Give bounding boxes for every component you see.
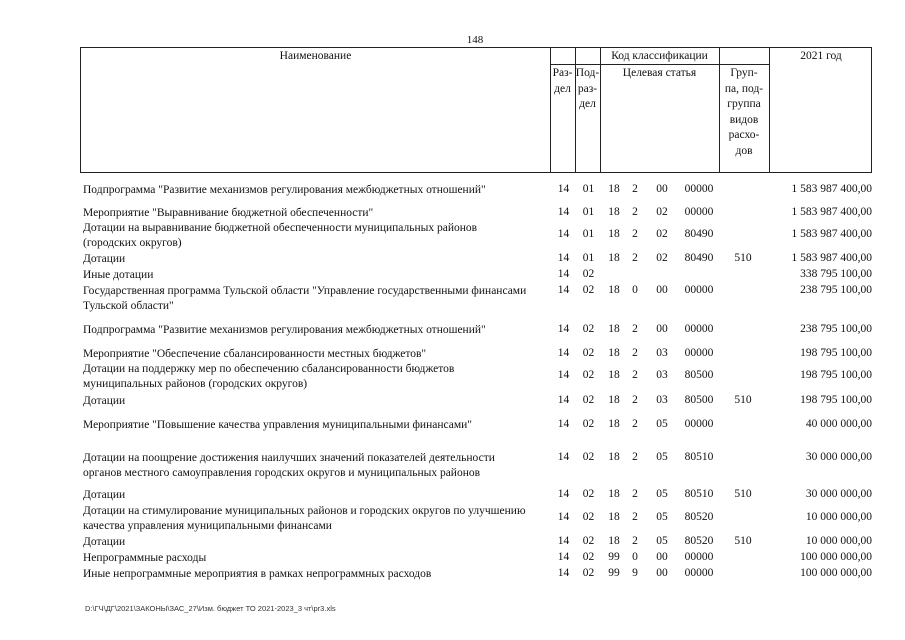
row-b: 2 bbox=[632, 323, 638, 335]
row-name: Дотации bbox=[83, 489, 126, 501]
row-b: 2 bbox=[632, 394, 638, 406]
row-sum: 198 795 100,00 bbox=[800, 347, 872, 359]
row-a: 99 bbox=[608, 551, 620, 563]
row-name: Дотации на поощрение достижения наилучших значений показателей деятельности органов местного самоуправления городских округов и муниципальных районов bbox=[83, 452, 495, 479]
row-c: 03 bbox=[656, 394, 668, 406]
row-vr: 510 bbox=[734, 394, 752, 406]
row-a: 18 bbox=[608, 488, 620, 500]
row-pr: 01 bbox=[582, 228, 595, 240]
row-d: 00000 bbox=[684, 418, 714, 430]
row-b: 2 bbox=[632, 369, 638, 381]
row-a: 18 bbox=[608, 451, 620, 463]
row-d: 80490 bbox=[684, 228, 714, 240]
row-pr: 02 bbox=[582, 369, 595, 381]
row-name: Мероприятие "Повышение качества управления муниципальными финансами" bbox=[83, 419, 472, 431]
row-pr: 02 bbox=[582, 488, 595, 500]
row-c: 00 bbox=[656, 183, 668, 195]
row-sum: 1 583 987 400,00 bbox=[791, 228, 872, 240]
row-vr: 510 bbox=[734, 252, 752, 264]
row-d: 00000 bbox=[684, 567, 714, 579]
row-a: 18 bbox=[608, 369, 620, 381]
file-path-footer: D:\ГЧ\ДГ\2021\ЗАКОНЫ\ЗАС_27\Изм. бюджет ТО 2021-2023_3 чт\pr3.xls bbox=[85, 604, 336, 613]
header-podrazdel: Под- раз- дел bbox=[575, 67, 600, 111]
row-b: 2 bbox=[632, 535, 638, 547]
row-name: Иные непрограммные мероприятия в рамках непрограммных расходов bbox=[83, 568, 432, 580]
row-r: 14 bbox=[557, 268, 570, 280]
row-c: 05 bbox=[656, 511, 668, 523]
row-c: 03 bbox=[656, 369, 668, 381]
row-c: 00 bbox=[656, 323, 668, 335]
row-b: 0 bbox=[632, 551, 638, 563]
row-c: 05 bbox=[656, 535, 668, 547]
row-pr: 02 bbox=[582, 567, 595, 579]
row-c: 02 bbox=[656, 252, 668, 264]
row-a: 18 bbox=[608, 394, 620, 406]
row-b: 2 bbox=[632, 451, 638, 463]
row-d: 80500 bbox=[684, 369, 714, 381]
header-razdel: Раз- дел bbox=[552, 67, 573, 95]
row-d: 80510 bbox=[684, 451, 714, 463]
row-r: 14 bbox=[557, 228, 570, 240]
row-r: 14 bbox=[557, 511, 570, 523]
row-pr: 02 bbox=[582, 394, 595, 406]
header-gruppa: Груп- па, под- группа видов расхо- дов bbox=[724, 67, 764, 157]
row-b: 9 bbox=[632, 567, 638, 579]
row-sum: 1 583 987 400,00 bbox=[791, 206, 872, 218]
row-name: Подпрограмма "Развитие механизмов регулирования межбюджетных отношений" bbox=[83, 184, 486, 196]
row-sum: 1 583 987 400,00 bbox=[791, 252, 872, 264]
row-d: 80500 bbox=[684, 394, 714, 406]
row-pr: 02 bbox=[582, 551, 595, 563]
row-c: 05 bbox=[656, 488, 668, 500]
row-b: 2 bbox=[632, 206, 638, 218]
row-d: 80520 bbox=[684, 535, 714, 547]
row-r: 14 bbox=[557, 206, 570, 218]
row-a: 18 bbox=[608, 252, 620, 264]
row-c: 00 bbox=[656, 551, 668, 563]
row-a: 18 bbox=[608, 347, 620, 359]
row-sum: 10 000 000,00 bbox=[805, 511, 872, 523]
row-d: 00000 bbox=[684, 347, 714, 359]
header-name: Наименование bbox=[279, 50, 352, 62]
row-vr: 510 bbox=[734, 535, 752, 547]
row-r: 14 bbox=[557, 252, 570, 264]
row-b: 0 bbox=[632, 284, 638, 296]
row-r: 14 bbox=[557, 369, 570, 381]
row-d: 00000 bbox=[684, 183, 714, 195]
row-name: Мероприятие "Выравнивание бюджетной обеспеченности" bbox=[83, 207, 374, 219]
row-name: Дотации на выравнивание бюджетной обеспеченности муниципальных районов (городских округов) bbox=[83, 222, 478, 249]
row-a: 18 bbox=[608, 183, 620, 195]
row-r: 14 bbox=[557, 323, 570, 335]
row-name: Дотации bbox=[83, 253, 126, 265]
row-a: 18 bbox=[608, 535, 620, 547]
header-celevaya: Целевая статья bbox=[622, 67, 697, 79]
row-pr: 01 bbox=[582, 183, 595, 195]
row-pr: 02 bbox=[582, 284, 595, 296]
row-pr: 01 bbox=[582, 206, 595, 218]
row-d: 80490 bbox=[684, 252, 714, 264]
row-d: 80520 bbox=[684, 511, 714, 523]
row-pr: 02 bbox=[582, 418, 595, 430]
row-pr: 02 bbox=[582, 451, 595, 463]
page-number: 148 bbox=[466, 34, 484, 46]
row-pr: 02 bbox=[582, 268, 595, 280]
row-a: 99 bbox=[608, 567, 620, 579]
row-name: Подпрограмма "Развитие механизмов регулирования межбюджетных отношений" bbox=[83, 324, 486, 336]
row-sum: 100 000 000,00 bbox=[800, 567, 872, 579]
header-code: Код классификации bbox=[611, 50, 708, 62]
row-b: 2 bbox=[632, 511, 638, 523]
row-b: 2 bbox=[632, 228, 638, 240]
row-r: 14 bbox=[557, 284, 570, 296]
row-b: 2 bbox=[632, 252, 638, 264]
row-a: 18 bbox=[608, 284, 620, 296]
row-c: 00 bbox=[656, 567, 668, 579]
row-pr: 02 bbox=[582, 347, 595, 359]
row-a: 18 bbox=[608, 511, 620, 523]
header-year: 2021 год bbox=[800, 50, 842, 62]
row-sum: 198 795 100,00 bbox=[800, 394, 872, 406]
row-c: 00 bbox=[656, 284, 668, 296]
row-pr: 02 bbox=[582, 535, 595, 547]
row-sum: 30 000 000,00 bbox=[805, 451, 872, 463]
row-r: 14 bbox=[557, 567, 570, 579]
row-d: 00000 bbox=[684, 551, 714, 563]
row-c: 05 bbox=[656, 451, 668, 463]
row-sum: 198 795 100,00 bbox=[800, 369, 872, 381]
row-c: 05 bbox=[656, 418, 668, 430]
row-a: 18 bbox=[608, 206, 620, 218]
row-sum: 1 583 987 400,00 bbox=[791, 183, 872, 195]
row-d: 00000 bbox=[684, 323, 714, 335]
row-name: Государственная программа Тульской области "Управление государственными финансами Тульской области" bbox=[83, 285, 527, 312]
row-name: Дотации bbox=[83, 395, 126, 407]
row-a: 18 bbox=[608, 228, 620, 240]
row-sum: 40 000 000,00 bbox=[805, 418, 872, 430]
row-name: Дотации bbox=[83, 536, 126, 548]
row-pr: 02 bbox=[582, 323, 595, 335]
row-d: 00000 bbox=[684, 206, 714, 218]
row-r: 14 bbox=[557, 418, 570, 430]
row-b: 2 bbox=[632, 183, 638, 195]
row-r: 14 bbox=[557, 535, 570, 547]
row-r: 14 bbox=[557, 347, 570, 359]
row-vr: 510 bbox=[734, 488, 752, 500]
row-name: Дотации на стимулирование муниципальных районов и городских округов по улучшению качества управления муниципальными финансами bbox=[83, 505, 526, 532]
row-r: 14 bbox=[557, 488, 570, 500]
row-d: 00000 bbox=[684, 284, 714, 296]
row-c: 03 bbox=[656, 347, 668, 359]
row-c: 02 bbox=[656, 206, 668, 218]
row-b: 2 bbox=[632, 347, 638, 359]
row-sum: 100 000 000,00 bbox=[800, 551, 872, 563]
row-c: 02 bbox=[656, 228, 668, 240]
row-sum: 238 795 100,00 bbox=[800, 323, 872, 335]
row-sum: 238 795 100,00 bbox=[800, 284, 872, 296]
row-d: 80510 bbox=[684, 488, 714, 500]
row-name: Мероприятие "Обеспечение сбалансированности местных бюджетов" bbox=[83, 348, 427, 360]
row-pr: 01 bbox=[582, 252, 595, 264]
row-a: 18 bbox=[608, 323, 620, 335]
row-sum: 30 000 000,00 bbox=[805, 488, 872, 500]
row-r: 14 bbox=[557, 551, 570, 563]
row-sum: 10 000 000,00 bbox=[805, 535, 872, 547]
row-b: 2 bbox=[632, 488, 638, 500]
row-r: 14 bbox=[557, 451, 570, 463]
row-a: 18 bbox=[608, 418, 620, 430]
row-name: Дотации на поддержку мер по обеспечению сбалансированности бюджетов муниципальных районов (городских округов) bbox=[83, 363, 455, 390]
row-sum: 338 795 100,00 bbox=[800, 268, 872, 280]
row-pr: 02 bbox=[582, 511, 595, 523]
row-b: 2 bbox=[632, 418, 638, 430]
row-name: Непрограммные расходы bbox=[83, 552, 207, 564]
row-r: 14 bbox=[557, 183, 570, 195]
row-r: 14 bbox=[557, 394, 570, 406]
row-name: Иные дотации bbox=[83, 269, 154, 281]
